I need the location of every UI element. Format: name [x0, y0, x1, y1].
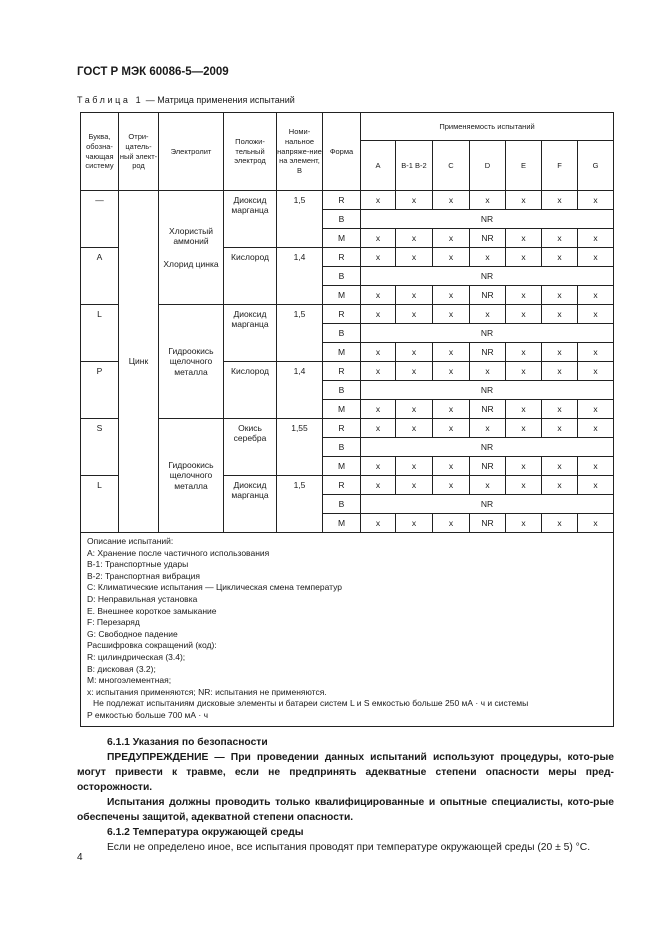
system-letter: L — [81, 476, 119, 533]
test-cell: x — [433, 400, 470, 419]
form-code: M — [323, 286, 361, 305]
test-cell: x — [361, 476, 396, 495]
header-electrolyte: Электролит — [159, 113, 224, 191]
test-cell: x — [396, 362, 433, 381]
warning-label: ПРЕДУПРЕЖДЕНИЕ — [107, 752, 209, 763]
test-cell: x — [578, 362, 614, 381]
test-cell: x — [361, 191, 396, 210]
test-cell: x — [542, 305, 578, 324]
electrolyte-ammonium-chloride: Хлористый аммоний — [169, 226, 213, 247]
electrolyte-zinc-chloride: Хлорид цинка — [163, 258, 219, 269]
test-cell: x — [470, 191, 506, 210]
test-cell: x — [396, 457, 433, 476]
positive-electrode: Окись серебра — [224, 419, 277, 476]
test-cell: x — [542, 229, 578, 248]
warning-paragraph — [77, 750, 614, 795]
positive-electrode: Диоксид марганца — [224, 476, 277, 533]
test-cell: x — [542, 419, 578, 438]
test-cell-merged: NR — [361, 495, 614, 514]
test-cell: x — [433, 514, 470, 533]
section-6-1-1-title: 6.1.1 Указания по безопасности — [107, 737, 268, 748]
nominal-voltage: 1,5 — [277, 476, 323, 533]
nominal-voltage: 1,55 — [277, 419, 323, 476]
test-cell: x — [542, 514, 578, 533]
table-row — [81, 419, 614, 438]
test-cell: x — [506, 419, 542, 438]
test-cell: x — [542, 248, 578, 267]
system-letter: A — [81, 248, 119, 305]
note-line: x: испытания применяются; NR: испытания не применяются. — [87, 686, 327, 697]
form-code: R — [323, 476, 361, 495]
test-cell: x — [396, 476, 433, 495]
note-line: B-2: Транспортная вибрация — [87, 570, 201, 581]
test-cell: x — [470, 305, 506, 324]
test-cell: x — [506, 476, 542, 495]
qualified-personnel-paragraph: Испытания должны проводить только квалифицированные и опытные специалисты, кото-рые обеспечены защитой, адекватной степени опасности. — [77, 797, 614, 823]
electrolyte-alkali-1: Гидроокись щелочного металла — [159, 305, 224, 419]
test-cell: x — [578, 457, 614, 476]
nominal-voltage: 1,5 — [277, 191, 323, 248]
system-letter: L — [81, 305, 119, 362]
test-cell: x — [578, 286, 614, 305]
system-letter: S — [81, 419, 119, 476]
test-cell: x — [578, 248, 614, 267]
header-applicability: Применяемость испытаний — [361, 113, 614, 141]
note-line: B: дисковая (3.2); — [87, 663, 156, 674]
note-line: P емкостью больше 700 мА · ч — [87, 709, 209, 720]
test-cell: x — [506, 514, 542, 533]
test-cell: NR — [470, 457, 506, 476]
test-cell: x — [433, 457, 470, 476]
header-negative-electrode: Отри-цатель-ный элект-род — [119, 113, 159, 191]
note-line: G: Свободное падение — [87, 628, 178, 639]
warning-text: — При проведении данных испытаний используют процедуры, кото-рые могут привести к травме, если не предпринять адекватные степени опасности меры пред-осторожности. — [77, 752, 614, 793]
test-cell: NR — [470, 286, 506, 305]
positive-electrode: Диоксид марганца — [224, 305, 277, 362]
electrolyte-alkali-2: Гидроокись щелочного металла — [159, 419, 224, 533]
test-cell: x — [470, 419, 506, 438]
test-cell: NR — [470, 400, 506, 419]
note-line: Расшифровка сокращений (код): — [87, 640, 217, 651]
test-cell: x — [578, 305, 614, 324]
test-cell: x — [506, 362, 542, 381]
negative-electrode-zinc: Цинк — [119, 191, 159, 533]
test-cell: x — [542, 343, 578, 362]
test-cell: x — [506, 229, 542, 248]
test-cell: x — [361, 419, 396, 438]
test-cell-merged: NR — [361, 438, 614, 457]
nominal-voltage: 1,4 — [277, 248, 323, 305]
header-test-6: G — [578, 141, 614, 191]
test-cell: x — [361, 229, 396, 248]
system-letter: P — [81, 362, 119, 419]
test-cell: x — [470, 476, 506, 495]
test-cell: x — [433, 476, 470, 495]
header-test-3: D — [470, 141, 506, 191]
test-cell: x — [542, 400, 578, 419]
form-code: B — [323, 438, 361, 457]
test-cell: x — [542, 286, 578, 305]
note-line: R: цилиндрическая (3.4); — [87, 651, 186, 662]
test-cell: x — [396, 191, 433, 210]
header-test-1: B-1 B-2 — [396, 141, 433, 191]
test-cell: x — [433, 343, 470, 362]
form-code: M — [323, 229, 361, 248]
note-line: E. Внешнее короткое замыкание — [87, 605, 217, 616]
note-line: M: многоэлементная; — [87, 675, 172, 686]
test-cell: x — [542, 457, 578, 476]
test-cell: x — [470, 362, 506, 381]
positive-electrode: Диоксид марганца — [224, 191, 277, 248]
table-row — [81, 191, 614, 210]
form-code: M — [323, 457, 361, 476]
test-cell: x — [578, 514, 614, 533]
note-line: B-1: Транспортные удары — [87, 559, 189, 570]
test-cell: x — [396, 286, 433, 305]
test-cell: x — [396, 229, 433, 248]
form-code: R — [323, 248, 361, 267]
note-line: F: Перезаряд — [87, 617, 140, 628]
header-test-5: F — [542, 141, 578, 191]
test-cell: x — [361, 362, 396, 381]
test-cell: x — [578, 476, 614, 495]
test-cell: x — [396, 419, 433, 438]
test-cell: x — [506, 248, 542, 267]
test-cell-merged: NR — [361, 381, 614, 400]
temperature-paragraph: Если не определено иное, все испытания проводят при температуре окружающей среды (20 ± 5) °С. — [107, 842, 591, 853]
positive-electrode: Кислород — [224, 362, 277, 419]
header-test-4: E — [506, 141, 542, 191]
test-cell-merged: NR — [361, 267, 614, 286]
header-letter: Буква, обозна-чающая систему — [81, 113, 119, 191]
test-cell: x — [433, 286, 470, 305]
test-cell: x — [396, 305, 433, 324]
test-matrix-table — [80, 112, 614, 727]
nominal-voltage: 1,5 — [277, 305, 323, 362]
test-cell: x — [361, 286, 396, 305]
test-cell: x — [433, 191, 470, 210]
test-cell: x — [361, 457, 396, 476]
test-cell: x — [396, 248, 433, 267]
form-code: B — [323, 495, 361, 514]
test-cell: x — [542, 362, 578, 381]
document-title: ГОСТ Р МЭК 60086-5—2009 — [77, 66, 229, 78]
test-cell: x — [361, 305, 396, 324]
form-code: R — [323, 191, 361, 210]
header-form: Форма — [323, 113, 361, 191]
header-nominal-voltage: Номи-нальное напряже-ние на элемент, В — [277, 113, 323, 191]
table-notes — [81, 533, 614, 727]
note-line: Описание испытаний: — [87, 536, 174, 546]
note-line: A: Хранение после частичного использования — [87, 547, 270, 558]
test-cell: x — [396, 514, 433, 533]
section-6-1 — [77, 735, 614, 855]
test-cell: x — [470, 248, 506, 267]
form-code: R — [323, 419, 361, 438]
test-cell: x — [506, 400, 542, 419]
form-code: B — [323, 210, 361, 229]
form-code: B — [323, 381, 361, 400]
test-cell: x — [578, 400, 614, 419]
test-cell: x — [433, 419, 470, 438]
form-code: B — [323, 267, 361, 286]
test-cell: x — [506, 286, 542, 305]
note-line: D: Неправильная установка — [87, 593, 198, 604]
test-cell: x — [361, 248, 396, 267]
test-cell: NR — [470, 514, 506, 533]
table-row — [81, 305, 614, 324]
table-caption-text: — Матрица применения испытаний — [143, 95, 295, 105]
test-cell: x — [578, 229, 614, 248]
test-cell: x — [361, 343, 396, 362]
positive-electrode: Кислород — [224, 248, 277, 305]
test-cell: x — [361, 514, 396, 533]
form-code: R — [323, 362, 361, 381]
header-positive-electrode: Положи-тельный электрод — [224, 113, 277, 191]
test-cell: x — [506, 343, 542, 362]
nominal-voltage: 1,4 — [277, 362, 323, 419]
table-caption-prefix: Таблица 1 — [77, 95, 144, 105]
table-caption — [77, 95, 295, 105]
header-test-0: A — [361, 141, 396, 191]
test-cell: x — [396, 343, 433, 362]
test-cell: x — [506, 457, 542, 476]
page-number: 4 — [77, 852, 83, 863]
test-cell: x — [433, 362, 470, 381]
system-letter: — — [81, 191, 119, 248]
test-cell: x — [542, 191, 578, 210]
form-code: M — [323, 343, 361, 362]
section-6-1-2-title: 6.1.2 Температура окружающей среды — [107, 827, 304, 838]
test-cell-merged: NR — [361, 324, 614, 343]
test-cell: x — [542, 476, 578, 495]
test-cell: x — [506, 305, 542, 324]
test-cell: x — [396, 400, 433, 419]
test-cell: x — [578, 191, 614, 210]
electrolyte-chloride-cell — [159, 191, 224, 305]
test-cell-merged: NR — [361, 210, 614, 229]
form-code: M — [323, 514, 361, 533]
test-cell: x — [433, 248, 470, 267]
note-line: C: Климатические испытания — Цикличеcкая смена температур — [87, 582, 343, 593]
test-cell: x — [578, 343, 614, 362]
test-cell: x — [433, 229, 470, 248]
header-test-2: C — [433, 141, 470, 191]
test-cell: NR — [470, 229, 506, 248]
test-cell: x — [361, 400, 396, 419]
note-line: Не подлежат испытаниям дисковые элементы и батареи систем L и S емкостью больше 250 мА · ч и системы — [93, 698, 529, 709]
test-cell: NR — [470, 343, 506, 362]
test-cell: x — [578, 419, 614, 438]
form-code: R — [323, 305, 361, 324]
form-code: M — [323, 400, 361, 419]
test-cell: x — [433, 305, 470, 324]
test-cell: x — [506, 191, 542, 210]
form-code: B — [323, 324, 361, 343]
